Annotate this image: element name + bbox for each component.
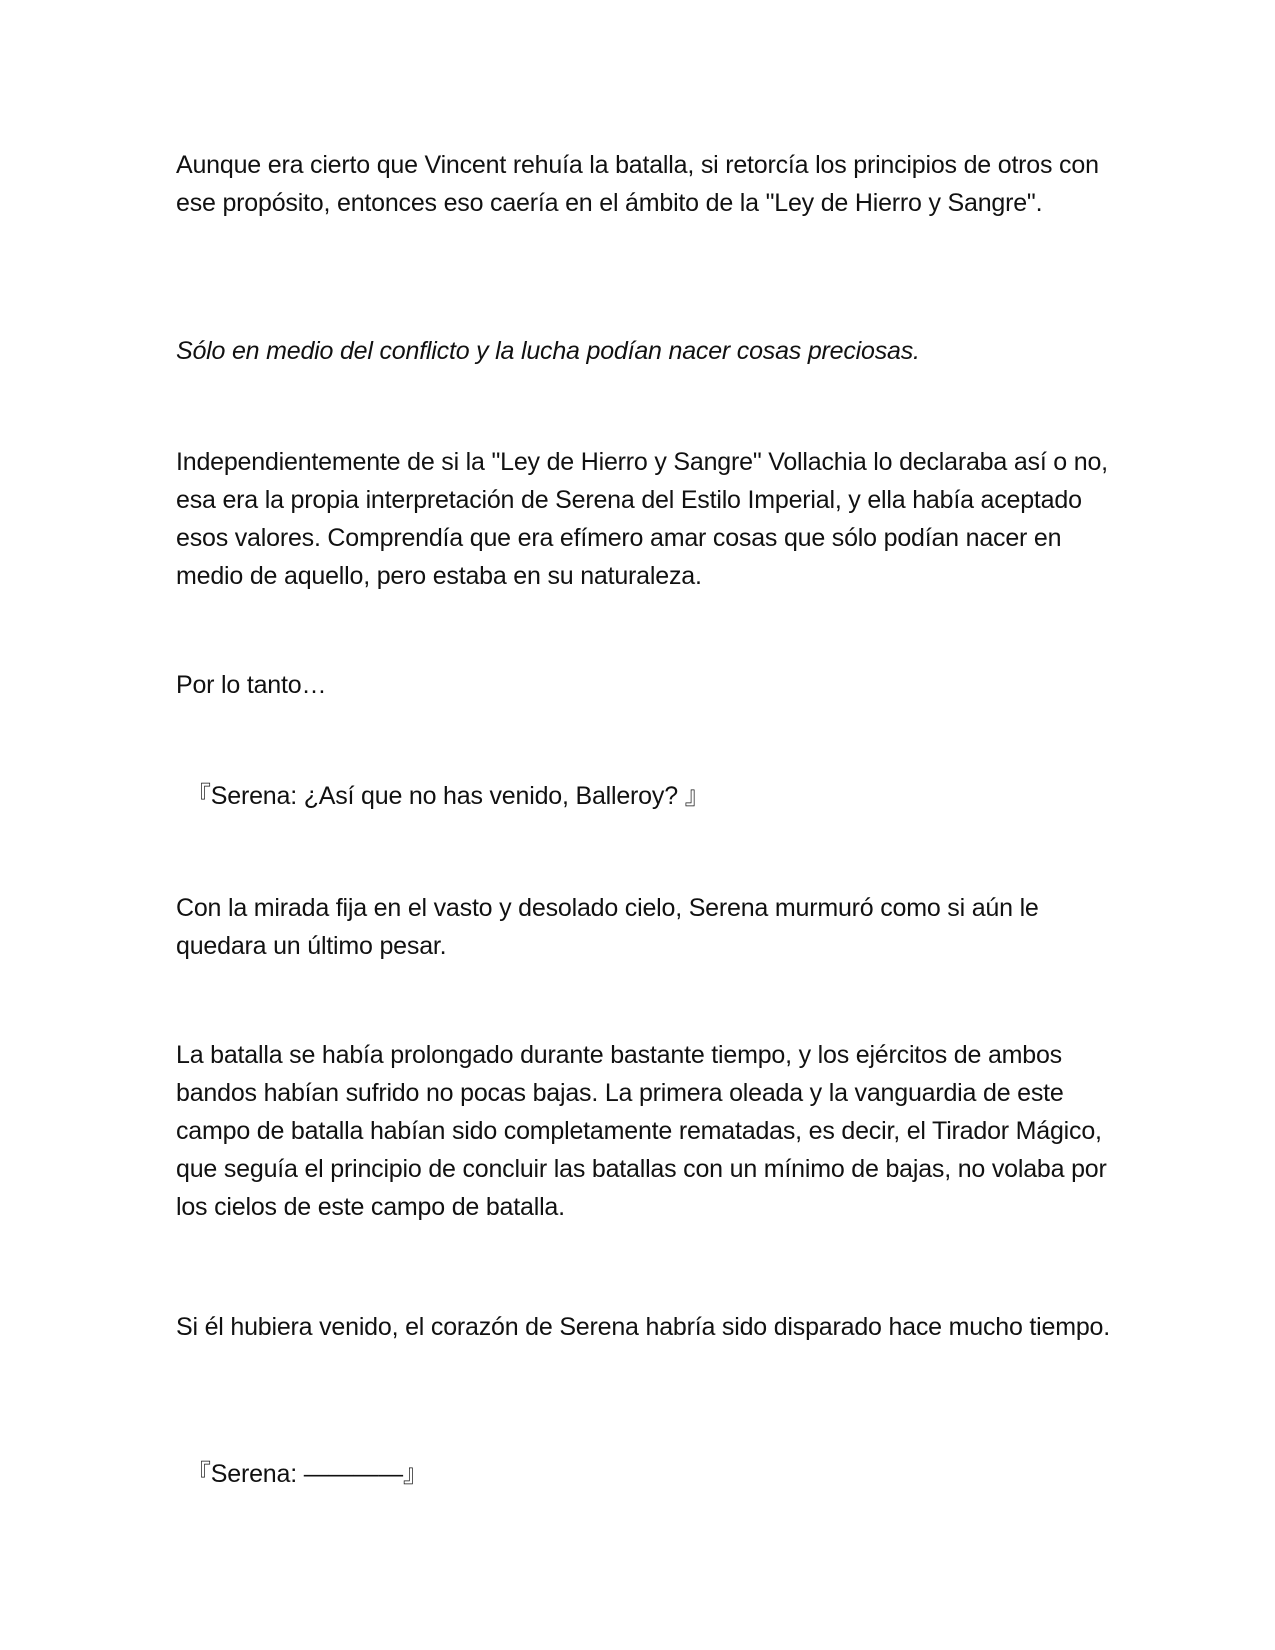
dialogue-1: 『Serena: ¿Así que no has venido, Balleroy? 』 xyxy=(186,782,710,810)
paragraph-7: Si él hubiera venido, el corazón de Serena habría sido disparado hace mucho tiempo. xyxy=(176,1313,1110,1341)
paragraph-3: Independientemente de si la "Ley de Hierro y Sangre" Vollachia lo declaraba así o no, esa era la propia interpretación de Serena del Estilo Imperial, y ella había aceptado esos valores. Comprendía que era efímero amar cosas que sólo podían nacer en medio de aquello, pero estaba en su naturaleza. xyxy=(176,448,1108,590)
paragraph-5: Con la mirada fija en el vasto y desolado cielo, Serena murmuró como si aún le quedara un último pesar. xyxy=(176,894,1039,960)
paragraph-4: Por lo tanto… xyxy=(176,671,327,699)
paragraph-1: Aunque era cierto que Vincent rehuía la batalla, si retorcía los principios de otros con ese propósito, entonces eso caería en el ámbito de la "Ley de Hierro y Sangre". xyxy=(176,151,1099,217)
paragraph-2-italic: Sólo en medio del conflicto y la lucha podían nacer cosas preciosas. xyxy=(176,337,920,365)
paragraph-6: La batalla se había prolongado durante bastante tiempo, y los ejércitos de ambos bandos habían sufrido no pocas bajas. La primera oleada y la vanguardia de este campo de batalla habían sido completamente rematadas, es decir, el Tirador Mágico, que seguía el principio de concluir las batallas con un mínimo de bajas, no volaba por los cielos de este campo de batalla. xyxy=(176,1041,1107,1221)
dialogue-2: 『Serena: ————』 xyxy=(186,1460,428,1488)
